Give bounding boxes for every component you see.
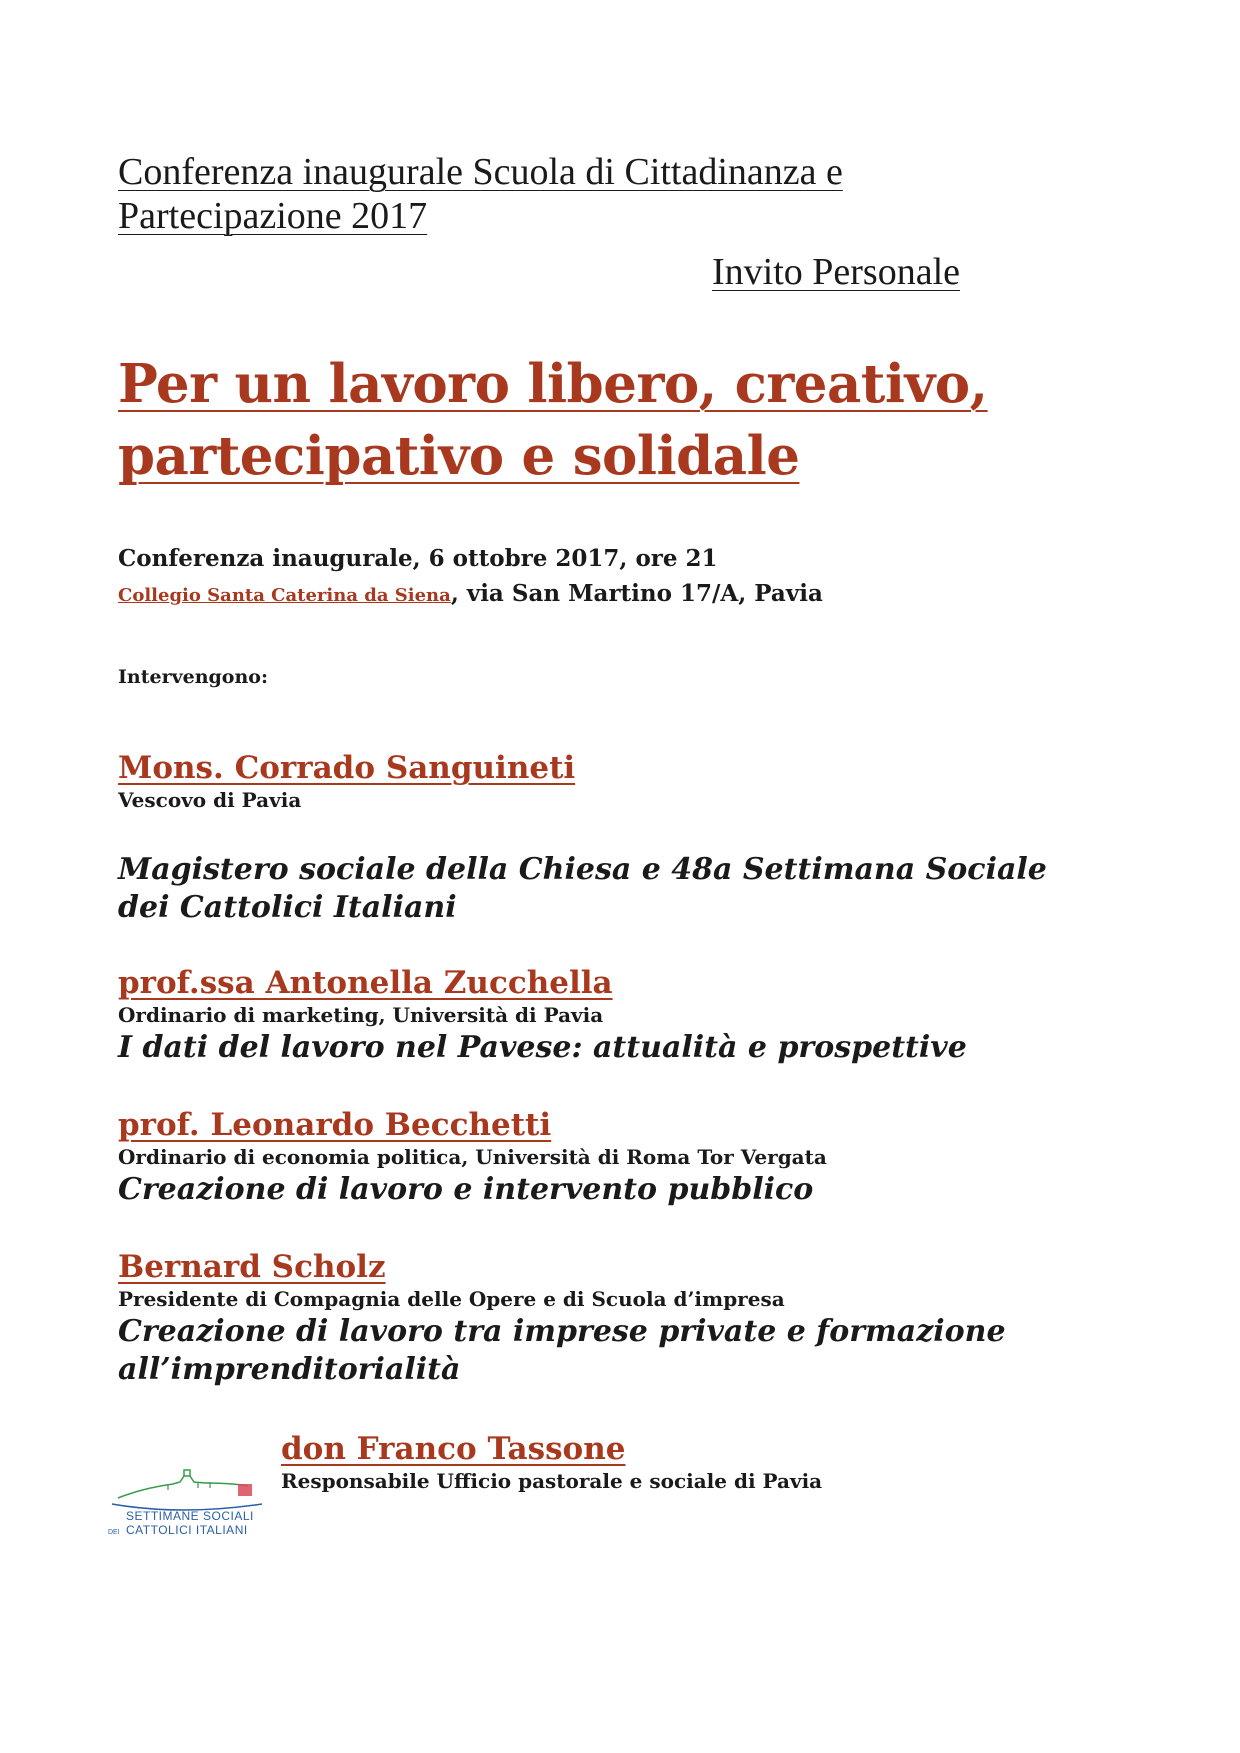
speaker-name[interactable]: don Franco Tassone	[281, 1431, 626, 1467]
logo-line-1: SETTIMANE SOCIALI	[126, 1509, 254, 1523]
event-info	[118, 541, 823, 613]
settimane-sociali-logo	[98, 1460, 268, 1540]
conference-header	[118, 150, 843, 238]
logo-line-2: CATTOLICI ITALIANI	[126, 1523, 248, 1537]
talk-line: Creazione di lavoro tra imprese private e formazione	[118, 1314, 1006, 1349]
header-line-1: Conferenza inaugurale Scuola di Cittadinanza e	[118, 151, 843, 193]
speaker-block	[118, 965, 967, 1067]
venue-address: , via San Martino 17/A, Pavia	[450, 580, 823, 607]
header-line-2: Partecipazione 2017	[118, 195, 428, 237]
title-line-1: Per un lavoro libero, creativo,	[118, 353, 988, 415]
talk-title: I dati del lavoro nel Pavese: attualità e prospettive	[118, 1030, 967, 1065]
speaker-block	[281, 1431, 822, 1495]
talk-line: dei Cattolici Italiani	[118, 890, 457, 925]
title-line-2: partecipativo e solidale	[118, 425, 800, 487]
speaker-block	[118, 1107, 827, 1209]
speaker-role: Ordinario di economia politica, Università di Roma Tor Vergata	[118, 1145, 827, 1169]
speaker-role: Ordinario di marketing, Università di Pavia	[118, 1003, 604, 1027]
speaker-block	[118, 750, 575, 814]
logo-line-2-prefix: DEI	[108, 1529, 120, 1536]
venue-link[interactable]: Collegio Santa Caterina da Siena	[118, 585, 451, 606]
speaker-role: Vescovo di Pavia	[118, 788, 302, 812]
talk-title	[118, 851, 1047, 927]
speaker-name[interactable]: prof.ssa Antonella Zucchella	[118, 965, 613, 1001]
speakers-label: Intervengono:	[118, 666, 268, 688]
speaker-name[interactable]: Bernard Scholz	[118, 1249, 386, 1285]
talk-title: Creazione di lavoro e intervento pubblico	[118, 1172, 814, 1207]
event-venue	[118, 576, 823, 613]
speaker-name[interactable]: Mons. Corrado Sanguineti	[118, 750, 576, 786]
speaker-name[interactable]: prof. Leonardo Becchetti	[118, 1107, 552, 1143]
speaker-role: Responsabile Ufficio pastorale e sociale di Pavia	[281, 1469, 823, 1493]
talk-line: all’imprenditorialità	[118, 1352, 461, 1387]
invite-label: Invito Personale	[712, 251, 961, 293]
speaker-block	[118, 1249, 1006, 1389]
logo-icon	[98, 1460, 268, 1540]
speaker-role: Presidente di Compagnia delle Opere e di Scuola d’impresa	[118, 1287, 785, 1311]
talk-line: Magistero sociale della Chiesa e 48a Settimana Sociale	[118, 852, 1047, 887]
main-title	[118, 348, 1158, 492]
event-date: Conferenza inaugurale, 6 ottobre 2017, ore 21	[118, 545, 718, 572]
